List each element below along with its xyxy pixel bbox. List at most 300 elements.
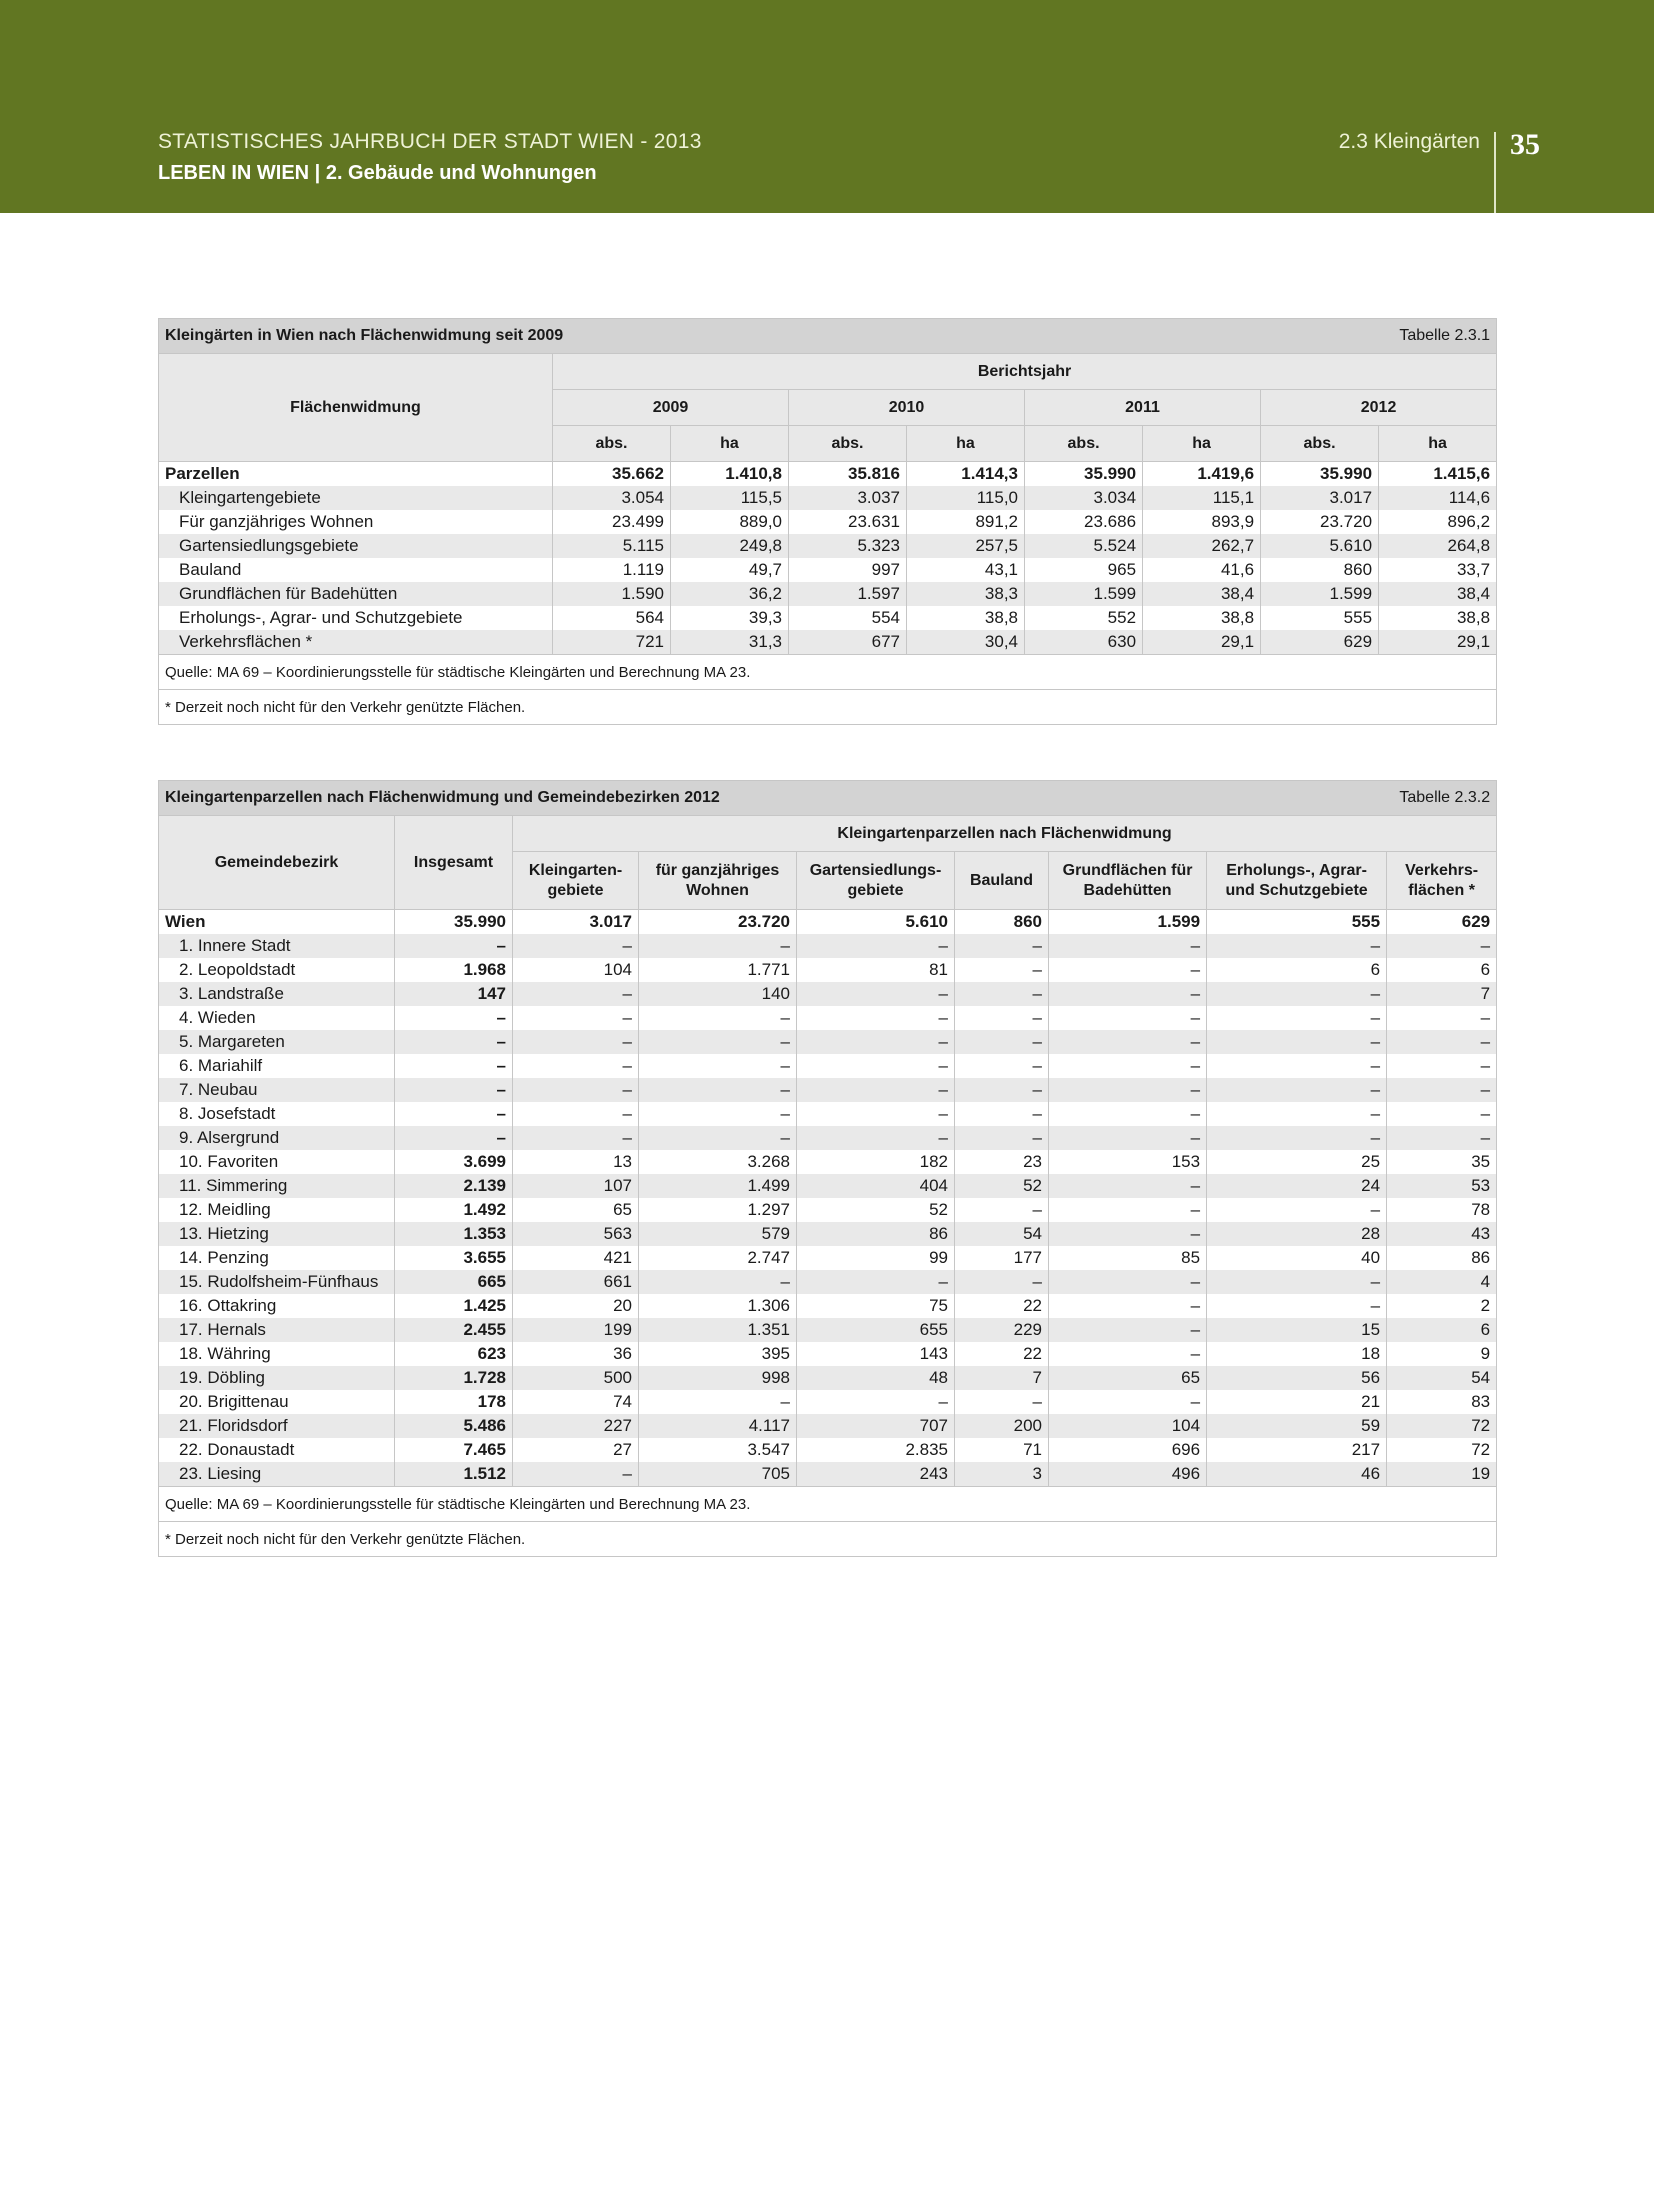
table-cell: – (1049, 1198, 1207, 1222)
table-cell: – (1207, 1270, 1387, 1294)
table-cell: 23.631 (789, 510, 907, 534)
table-cell: 3.268 (639, 1150, 797, 1174)
table-cell: 54 (955, 1222, 1049, 1246)
table-cell: – (1207, 1126, 1387, 1150)
table-cell: 1.410,8 (671, 462, 789, 487)
row-label: 4. Wieden (159, 1006, 395, 1030)
row-label: Verkehrsflächen * (159, 630, 553, 655)
table-cell: 39,3 (671, 606, 789, 630)
table-cell: 41,6 (1143, 558, 1261, 582)
table-cell: – (955, 1270, 1049, 1294)
table-cell: 707 (797, 1414, 955, 1438)
table-title: Kleingartenparzellen nach Flächenwidmung und Gemeindebezirken 2012 (159, 781, 1207, 816)
page-header (0, 0, 1654, 213)
table-cell: – (1387, 1102, 1497, 1126)
table-row (159, 1006, 1497, 1030)
table-cell: 35.990 (1261, 462, 1379, 487)
table-cell: – (1049, 1126, 1207, 1150)
table-cell: 23.720 (639, 910, 797, 935)
table-cell: 107 (513, 1174, 639, 1198)
table-cell: – (1387, 1030, 1497, 1054)
table-row (159, 958, 1497, 982)
table-cell: 564 (553, 606, 671, 630)
table-cell: 15 (1207, 1318, 1387, 1342)
table-cell: 29,1 (1379, 630, 1497, 655)
table-cell: – (395, 934, 513, 958)
table-cell: 1.599 (1025, 582, 1143, 606)
table-row (159, 1222, 1497, 1246)
column-header-category: Grundflächen für Badehütten (1049, 852, 1207, 910)
row-label: 22. Donaustadt (159, 1438, 395, 1462)
table-cell: 18 (1207, 1342, 1387, 1366)
table-title-row (159, 319, 1497, 354)
row-label: Für ganzjähriges Wohnen (159, 510, 553, 534)
table-cell: 496 (1049, 1462, 1207, 1487)
table-cell: – (797, 1126, 955, 1150)
table-cell: 1.425 (395, 1294, 513, 1318)
column-header-abs: abs. (789, 426, 907, 462)
table-cell: 75 (797, 1294, 955, 1318)
table-cell: 623 (395, 1342, 513, 1366)
table-cell: – (797, 1270, 955, 1294)
table-cell: – (955, 1390, 1049, 1414)
table-cell: – (1387, 1078, 1497, 1102)
table-cell: 257,5 (907, 534, 1025, 558)
table-row (159, 910, 1497, 935)
table-cell: – (1049, 1102, 1207, 1126)
column-header-year: 2012 (1261, 390, 1497, 426)
table-cell: 1.297 (639, 1198, 797, 1222)
table-title-row (159, 781, 1497, 816)
column-header-category: Kleingarten- gebiete (513, 852, 639, 910)
table-cell: 38,8 (1143, 606, 1261, 630)
column-header-gemeindebezirk: Gemeindebezirk (159, 816, 395, 910)
table-cell: 629 (1261, 630, 1379, 655)
column-header-category: für ganzjähriges Wohnen (639, 852, 797, 910)
row-label: 21. Floridsdorf (159, 1414, 395, 1438)
table-cell: – (1207, 1294, 1387, 1318)
table-cell: 38,4 (1379, 582, 1497, 606)
table-cell: – (395, 1006, 513, 1030)
table-cell: 655 (797, 1318, 955, 1342)
yearbook-title: STATISTISCHES JAHRBUCH DER STADT WIEN - 2013 (158, 130, 702, 153)
table-cell: 65 (513, 1198, 639, 1222)
table-row (159, 1390, 1497, 1414)
table-cell: 3.034 (1025, 486, 1143, 510)
table-row (159, 934, 1497, 958)
table-cell: 54 (1387, 1366, 1497, 1390)
table-cell: 629 (1387, 910, 1497, 935)
table-cell: 5.610 (797, 910, 955, 935)
table-cell: – (1049, 1342, 1207, 1366)
table-cell: 1.771 (639, 958, 797, 982)
table-cell: 21 (1207, 1390, 1387, 1414)
table-cell: 889,0 (671, 510, 789, 534)
table-cell: 56 (1207, 1366, 1387, 1390)
table-cell: 22 (955, 1342, 1049, 1366)
table-cell: 28 (1207, 1222, 1387, 1246)
table-cell: 2.455 (395, 1318, 513, 1342)
column-group-flaechenwidmung: Kleingartenparzellen nach Flächenwidmung (513, 816, 1497, 852)
table-cell: 1.351 (639, 1318, 797, 1342)
header-divider (1494, 132, 1496, 213)
table-cell: 72 (1387, 1438, 1497, 1462)
table-cell: – (1387, 1054, 1497, 1078)
table-cell: – (1387, 1126, 1497, 1150)
table-cell: 78 (1387, 1198, 1497, 1222)
table-row (159, 1246, 1497, 1270)
column-header-category: Verkehrs- flächen * (1387, 852, 1497, 910)
table-cell: – (797, 1006, 955, 1030)
table-cell: 115,0 (907, 486, 1025, 510)
table-cell: 23.686 (1025, 510, 1143, 534)
table-row (159, 1150, 1497, 1174)
row-label: 19. Döbling (159, 1366, 395, 1390)
table-cell: 200 (955, 1414, 1049, 1438)
table-cell: – (1387, 934, 1497, 958)
row-label: 2. Leopoldstadt (159, 958, 395, 982)
row-label: Grundflächen für Badehütten (159, 582, 553, 606)
table-cell: – (513, 1054, 639, 1078)
table-row (159, 1438, 1497, 1462)
table-cell: 13 (513, 1150, 639, 1174)
table-cell: 115,5 (671, 486, 789, 510)
table-cell: 705 (639, 1462, 797, 1487)
table-cell: 5.610 (1261, 534, 1379, 558)
table-cell: 40 (1207, 1246, 1387, 1270)
table-row (159, 462, 1497, 487)
table-row (159, 1294, 1497, 1318)
table-cell: 3.017 (513, 910, 639, 935)
table-cell: 140 (639, 982, 797, 1006)
table-cell: 83 (1387, 1390, 1497, 1414)
table-cell: – (1207, 1078, 1387, 1102)
table-cell: 199 (513, 1318, 639, 1342)
table-cell: 229 (955, 1318, 1049, 1342)
table-cell: – (955, 1198, 1049, 1222)
table-cell: 1.353 (395, 1222, 513, 1246)
table-cell: 81 (797, 958, 955, 982)
table-cell: 86 (1387, 1246, 1497, 1270)
table-cell: 3.699 (395, 1150, 513, 1174)
table-cell: 5.115 (553, 534, 671, 558)
table-cell: 1.499 (639, 1174, 797, 1198)
row-label: 15. Rudolfsheim-Fünfhaus (159, 1270, 395, 1294)
table-cell: 500 (513, 1366, 639, 1390)
table-cell: 85 (1049, 1246, 1207, 1270)
table-row (159, 1318, 1497, 1342)
table-cell: – (513, 1030, 639, 1054)
table-cell: 24 (1207, 1174, 1387, 1198)
table-cell: 43,1 (907, 558, 1025, 582)
column-header-category: Gartensiedlungs- gebiete (797, 852, 955, 910)
table-cell: 227 (513, 1414, 639, 1438)
table-cell: 38,8 (907, 606, 1025, 630)
row-label: 23. Liesing (159, 1462, 395, 1487)
table-cell: – (639, 1126, 797, 1150)
table-cell: – (639, 934, 797, 958)
table-footnote: * Derzeit noch nicht für den Verkehr genützte Flächen. (159, 690, 1497, 725)
row-label: 11. Simmering (159, 1174, 395, 1198)
table-cell: 20 (513, 1294, 639, 1318)
table-cell: 896,2 (1379, 510, 1497, 534)
table-cell: – (1049, 934, 1207, 958)
table-cell: 665 (395, 1270, 513, 1294)
table-cell: 35.662 (553, 462, 671, 487)
column-group-berichtsjahr: Berichtsjahr (553, 354, 1497, 390)
table-cell: – (395, 1102, 513, 1126)
table-row (159, 1414, 1497, 1438)
table-cell: 5.486 (395, 1414, 513, 1438)
table-cell: 421 (513, 1246, 639, 1270)
table-cell: – (639, 1270, 797, 1294)
table-row (159, 606, 1497, 630)
column-header-ha: ha (1379, 426, 1497, 462)
table-cell: 965 (1025, 558, 1143, 582)
table-cell: 2.747 (639, 1246, 797, 1270)
table-cell: – (395, 1078, 513, 1102)
table-cell: 1.728 (395, 1366, 513, 1390)
column-header-year: 2009 (553, 390, 789, 426)
table-cell: – (1049, 1318, 1207, 1342)
table-cell: 630 (1025, 630, 1143, 655)
table-number: Tabelle 2.3.1 (1143, 319, 1497, 354)
table-cell: 178 (395, 1390, 513, 1414)
column-header-year: 2010 (789, 390, 1025, 426)
table-cell: – (955, 1054, 1049, 1078)
table-cell: 86 (797, 1222, 955, 1246)
table-cell: – (797, 1054, 955, 1078)
table-cell: – (513, 1126, 639, 1150)
table-cell: 249,8 (671, 534, 789, 558)
table-cell: – (639, 1102, 797, 1126)
table-cell: 1.599 (1049, 910, 1207, 935)
table-row (159, 510, 1497, 534)
table-cell: 2.139 (395, 1174, 513, 1198)
table-cell: 1.419,6 (1143, 462, 1261, 487)
table-cell: – (955, 1078, 1049, 1102)
column-header-ha: ha (907, 426, 1025, 462)
table-cell: 4 (1387, 1270, 1497, 1294)
table-cell: 36 (513, 1342, 639, 1366)
table-cell: 677 (789, 630, 907, 655)
table-cell: – (1049, 1294, 1207, 1318)
row-label: 16. Ottakring (159, 1294, 395, 1318)
table-cell: – (1387, 1006, 1497, 1030)
chapter-subtitle: LEBEN IN WIEN | 2. Gebäude und Wohnungen (158, 162, 597, 184)
table-cell: – (1207, 1054, 1387, 1078)
table-cell: 46 (1207, 1462, 1387, 1487)
table-cell: – (1049, 1078, 1207, 1102)
table-cell: – (955, 1030, 1049, 1054)
column-header-insgesamt: Insgesamt (395, 816, 513, 910)
table-cell: 1.968 (395, 958, 513, 982)
table-cell: 661 (513, 1270, 639, 1294)
table-row (159, 1270, 1497, 1294)
table-cell: 29,1 (1143, 630, 1261, 655)
row-label: 5. Margareten (159, 1030, 395, 1054)
row-label: 20. Brigittenau (159, 1390, 395, 1414)
table-cell: 19 (1387, 1462, 1497, 1487)
table-cell: 52 (797, 1198, 955, 1222)
row-label: 17. Hernals (159, 1318, 395, 1342)
table-cell: 1.306 (639, 1294, 797, 1318)
table-cell: 860 (955, 910, 1049, 935)
column-header-year: 2011 (1025, 390, 1261, 426)
table-source: Quelle: MA 69 – Koordinierungsstelle für städtische Kleingärten und Berechnung MA 23. (159, 1487, 1497, 1522)
table-cell: – (955, 958, 1049, 982)
column-header-ha: ha (671, 426, 789, 462)
table-2-3-2 (158, 780, 1497, 1557)
table-cell: 35.990 (395, 910, 513, 935)
table-cell: 721 (553, 630, 671, 655)
table-row (159, 1102, 1497, 1126)
table-cell: 2 (1387, 1294, 1497, 1318)
table-cell: 104 (1049, 1414, 1207, 1438)
table-source: Quelle: MA 69 – Koordinierungsstelle für städtische Kleingärten und Berechnung MA 23. (159, 655, 1497, 690)
table-cell: 23.720 (1261, 510, 1379, 534)
column-header-ha: ha (1143, 426, 1261, 462)
table-cell: 147 (395, 982, 513, 1006)
table-cell: 182 (797, 1150, 955, 1174)
row-label: 7. Neubau (159, 1078, 395, 1102)
table-cell: 3.054 (553, 486, 671, 510)
table-cell: 217 (1207, 1438, 1387, 1462)
row-label: 8. Josefstadt (159, 1102, 395, 1126)
table-row (159, 630, 1497, 655)
table-cell: – (513, 982, 639, 1006)
table-cell: – (1049, 1054, 1207, 1078)
table-cell: 997 (789, 558, 907, 582)
table-cell: 1.492 (395, 1198, 513, 1222)
row-label: Parzellen (159, 462, 553, 487)
page-number: 35 (1510, 128, 1540, 161)
table-cell: 998 (639, 1366, 797, 1390)
table-cell: 65 (1049, 1366, 1207, 1390)
table-cell: – (513, 934, 639, 958)
row-label: 6. Mariahilf (159, 1054, 395, 1078)
row-label: 13. Hietzing (159, 1222, 395, 1246)
table-row (159, 1366, 1497, 1390)
table-cell: 7 (1387, 982, 1497, 1006)
table-cell: 143 (797, 1342, 955, 1366)
table-cell: 72 (1387, 1414, 1497, 1438)
table-cell: 35.816 (789, 462, 907, 487)
table-cell: 3.017 (1261, 486, 1379, 510)
table-cell: – (1049, 1222, 1207, 1246)
table-cell: 7.465 (395, 1438, 513, 1462)
table-row (159, 1198, 1497, 1222)
table-title: Kleingärten in Wien nach Flächenwidmung seit 2009 (159, 319, 1143, 354)
table-row (159, 534, 1497, 558)
table-cell: – (797, 982, 955, 1006)
table-cell: 177 (955, 1246, 1049, 1270)
table-cell: – (1049, 1270, 1207, 1294)
table-cell: – (797, 1030, 955, 1054)
table-row (159, 486, 1497, 510)
table-cell: – (797, 1102, 955, 1126)
row-label: Wien (159, 910, 395, 935)
table-cell: 9 (1387, 1342, 1497, 1366)
table-cell: – (1049, 1390, 1207, 1414)
table-cell: – (1049, 1006, 1207, 1030)
table-cell: 23 (955, 1150, 1049, 1174)
table-cell: 115,1 (1143, 486, 1261, 510)
row-label: Bauland (159, 558, 553, 582)
table-row (159, 1342, 1497, 1366)
table-cell: 27 (513, 1438, 639, 1462)
table-cell: 1.119 (553, 558, 671, 582)
table-cell: 1.512 (395, 1462, 513, 1487)
table-cell: 30,4 (907, 630, 1025, 655)
table-cell: 3.547 (639, 1438, 797, 1462)
column-header-abs: abs. (1025, 426, 1143, 462)
table-cell: 1.414,3 (907, 462, 1025, 487)
table-cell: 104 (513, 958, 639, 982)
table-cell: 53 (1387, 1174, 1497, 1198)
table-cell: – (797, 1390, 955, 1414)
table-cell: 6 (1207, 958, 1387, 982)
table-cell: 2.835 (797, 1438, 955, 1462)
table-cell: – (1049, 982, 1207, 1006)
row-label: 3. Landstraße (159, 982, 395, 1006)
row-label: 9. Alsergrund (159, 1126, 395, 1150)
table-cell: 555 (1207, 910, 1387, 935)
table-cell: 36,2 (671, 582, 789, 606)
table-cell: – (513, 1078, 639, 1102)
table-cell: 23.499 (553, 510, 671, 534)
table-cell: 99 (797, 1246, 955, 1270)
column-header-flaechenwidmung: Flächenwidmung (159, 354, 553, 462)
table-row (159, 982, 1497, 1006)
table-cell: 31,3 (671, 630, 789, 655)
table-cell: 38,3 (907, 582, 1025, 606)
table-cell: – (639, 1030, 797, 1054)
table-row (159, 1174, 1497, 1198)
table-cell: – (639, 1006, 797, 1030)
table-cell: – (955, 1102, 1049, 1126)
table-cell: 243 (797, 1462, 955, 1487)
table-cell: 891,2 (907, 510, 1025, 534)
table-cell: 3.037 (789, 486, 907, 510)
table-cell: 25 (1207, 1150, 1387, 1174)
table-cell: – (1207, 982, 1387, 1006)
table-cell: 4.117 (639, 1414, 797, 1438)
table-row (159, 1030, 1497, 1054)
table-cell: 33,7 (1379, 558, 1497, 582)
table-row (159, 1078, 1497, 1102)
table-cell: – (1049, 1030, 1207, 1054)
table-row (159, 1126, 1497, 1150)
row-label: 1. Innere Stadt (159, 934, 395, 958)
table-cell: 3 (955, 1462, 1049, 1487)
table-cell: – (513, 1462, 639, 1487)
table-cell: 555 (1261, 606, 1379, 630)
row-label: 18. Währing (159, 1342, 395, 1366)
table-cell: – (955, 1126, 1049, 1150)
table-cell: – (395, 1054, 513, 1078)
row-label: 10. Favoriten (159, 1150, 395, 1174)
table-cell: 5.524 (1025, 534, 1143, 558)
table-cell: 38,4 (1143, 582, 1261, 606)
row-label: Gartensiedlungsgebiete (159, 534, 553, 558)
table-cell: – (513, 1102, 639, 1126)
table-cell: 22 (955, 1294, 1049, 1318)
table-cell: 38,8 (1379, 606, 1497, 630)
table-cell: – (395, 1030, 513, 1054)
row-label: 12. Meidling (159, 1198, 395, 1222)
table-cell: 35 (1387, 1150, 1497, 1174)
